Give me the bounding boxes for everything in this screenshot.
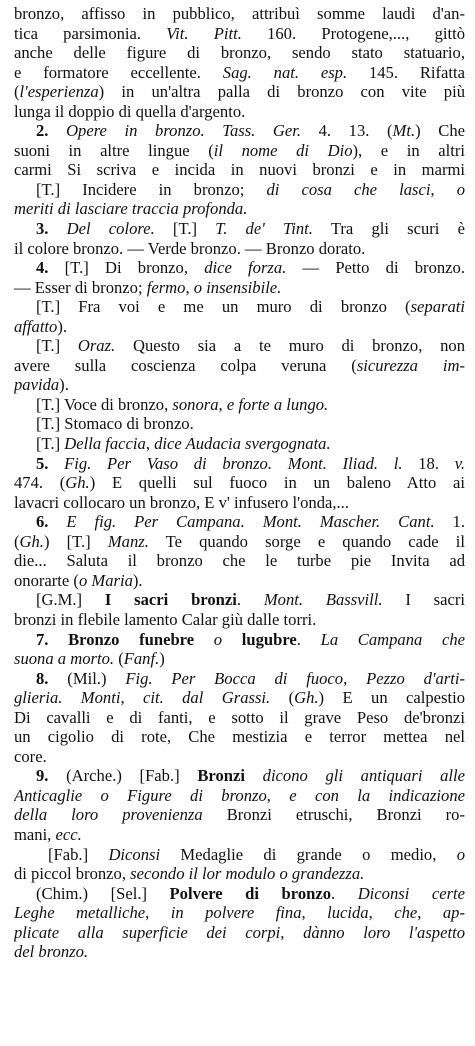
text-line: meriti di lasciare traccia profonda. — [14, 199, 248, 219]
text-line: carmi Si scriva e incida in nuovi bronzi e in marmi — [14, 160, 465, 180]
sense-3-heading: 3. Del colore. [T.] T. de' Tint. Tra gli scuri è — [36, 219, 465, 239]
sense-6-heading: 6. E fig. Per Campana. Mont. Mascher. Cant. 1. — [36, 512, 465, 532]
text-line: die... Saluta il bronzo che le turbe pie Invita ad — [14, 551, 465, 571]
sense-4-heading: 4. [T.] Di bronzo, dice forza. — Petto di bronzo. — [36, 258, 465, 278]
text-line: [T.] Voce di bronzo, sonora, e forte a lungo. — [36, 394, 329, 414]
sense-5-heading: 5. Fig. Per Vaso di bronzo. Mont. Iliad. l. 18. v. — [36, 453, 465, 473]
text-line: lavacri collocaro un bronzo, E v' infusero l'onda,... — [14, 492, 349, 512]
text-line: Di cavalli e di fanti, e sotto il grave Peso de'bronzi — [14, 707, 465, 727]
text-line: lunga il doppio di quella d'argento. — [14, 101, 246, 121]
text-line: pavida). — [14, 375, 69, 395]
text-line: (Gh.) [T.] Manz. Te quando sorge e quando cade il — [14, 531, 465, 551]
text-line: Leghe metalliche, in polvere fina, lucida, che, ap- — [14, 903, 465, 923]
text-line: [T.] Stomaco di bronzo. — [36, 414, 194, 434]
text-line: Anticaglie o Figure di bronzo, e con la indicazione — [14, 785, 465, 805]
text-line: [G.M.] I sacri bronzi. Mont. Bassvill. I sacri — [36, 590, 465, 610]
text-line: [T.] Della faccia, dice Audacia svergognata. — [36, 434, 331, 454]
text-line: [Fab.] Diconsi Medaglie di grande o medio, o — [48, 844, 465, 864]
sense-7-heading: 7. Bronzo funebre o lugubre. La Campana che — [36, 629, 465, 649]
text-line: glieria. Monti, cit. dal Grassi. (Gh.) E un calpestio — [14, 688, 465, 708]
text-line: suona a morto. (Fanf.) — [14, 649, 165, 669]
sense-2-heading: 2. Opere in bronzo. Tass. Ger. 4. 13. (Mt.) Che — [36, 121, 465, 141]
text-line: [T.] Oraz. Questo sia a te muro di bronzo, non — [36, 336, 465, 356]
text-line: — Esser di bronzo; fermo, o insensibile. — [14, 277, 282, 297]
text-line: (Chim.) [Sel.] Polvere di bronzo. Diconsi certe — [36, 883, 465, 903]
text-line: (l'esperienza) in un'altra palla di bronzo con vite più — [14, 82, 465, 102]
text-line: bronzo, affisso in pubblico, attribuì somme laudi d'an- — [14, 4, 465, 23]
text-line: [T.] Fra voi e me un muro di bronzo (separati — [36, 297, 465, 317]
text-line: tica parsimonia. Vit. Pitt. 160. Protogene,..., gittò — [14, 23, 465, 43]
text-line: 474. (Gh.) E quelli sul fuoco in un baleno Atto ai — [14, 473, 465, 493]
text-line: core. — [14, 746, 47, 766]
text-line: un cigolio di rote, Che mestizia e terror mettea nel — [14, 727, 465, 747]
sense-9-heading: 9. (Arche.) [Fab.] Bronzi dicono gli antiquari alle — [36, 766, 465, 786]
text-line: [T.] Incidere in bronzo; di cosa che lasci, o — [36, 179, 465, 199]
text-line: mani, ecc. — [14, 824, 82, 844]
sense-8-heading: 8. (Mil.) Fig. Per Bocca di fuoco, Pezzo d'arti- — [36, 668, 465, 688]
text-line: onorarte (o Maria). — [14, 570, 143, 590]
text-line: suoni in altre lingue (il nome di Dio), e in altri — [14, 140, 465, 160]
text-line: bronzi in flebile lamento Calar giù dalle torri. — [14, 609, 317, 629]
text-line: del bronzo. — [14, 942, 89, 962]
text-line: e formatore eccellente. Sag. nat. esp. 145. Rifatta — [14, 62, 465, 82]
text-line: affatto). — [14, 316, 68, 336]
dictionary-entry-bronzo — [14, 4, 465, 962]
text-line: plicate alla superficie dei corpi, dànno loro l'aspetto — [14, 922, 465, 942]
text-line: della loro provenienza Bronzi etruschi, Bronzi ro- — [14, 805, 465, 825]
text-line: il colore bronzo. — Verde bronzo. — Bronzo dorato. — [14, 238, 366, 258]
text-line: avere sulla coscienza colpa veruna (sicurezza im- — [14, 355, 465, 375]
text-line: di piccol bronzo, secondo il lor modulo o grandezza. — [14, 864, 365, 884]
text-line: anche delle figure di bronzo, sendo stato statuario, — [14, 43, 465, 63]
